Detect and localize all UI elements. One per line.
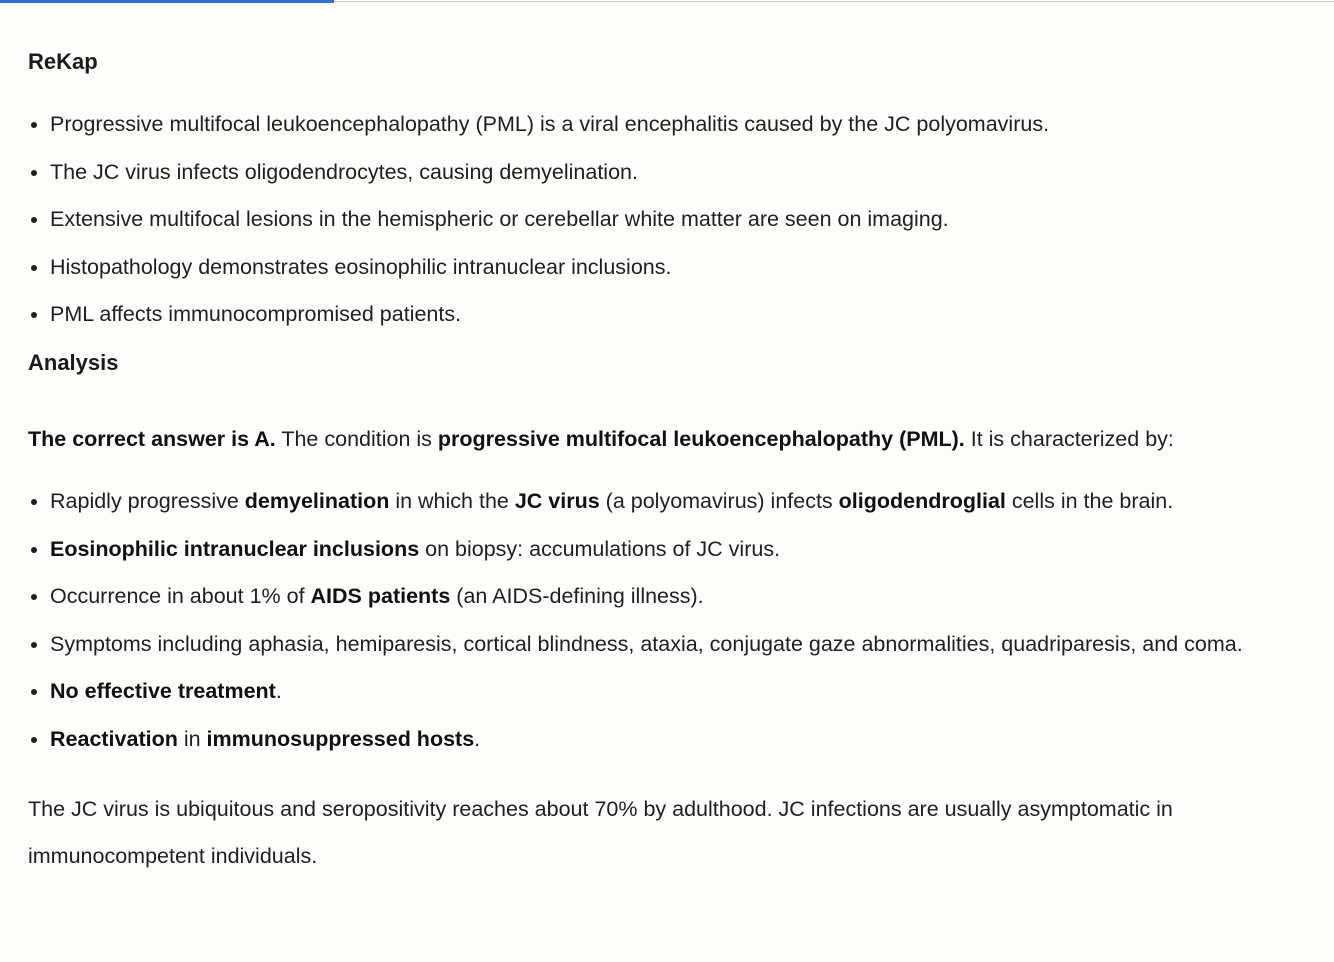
rekap-heading: ReKap: [28, 49, 98, 74]
item-emphasis: immunosuppressed hosts: [206, 726, 475, 751]
rekap-item: Histopathology demonstrates eosinophilic intranuclear inclusions.: [28, 251, 1318, 283]
analysis-heading: Analysis: [28, 350, 119, 375]
item-emphasis: AIDS patients: [310, 584, 451, 608]
analysis-closing: The JC virus is ubiquitous and seropositivity reaches about 70% by adulthood. JC infections are usually asymptomatic in immunocompetent individuals.: [28, 796, 1173, 868]
rekap-item: PML affects immunocompromised patients.: [28, 298, 1318, 330]
item-text: (a polyomavirus) infects: [599, 489, 839, 513]
item-emphasis: No effective treatment: [50, 679, 276, 703]
analysis-item-inclusions: [28, 533, 1318, 565]
analysis-intro: [28, 423, 1318, 455]
rekap-list: [28, 108, 1318, 330]
item-text: (an AIDS-defining illness).: [450, 584, 704, 608]
item-text: on biopsy: accumulations of JC virus.: [419, 536, 781, 561]
analysis-list: [28, 485, 1318, 755]
item-text: .: [275, 679, 282, 703]
item-emphasis: demyelination: [244, 489, 390, 513]
item-text: .: [474, 726, 481, 751]
item-emphasis: JC virus: [514, 489, 600, 513]
item-text: cells in the brain.: [1005, 489, 1174, 513]
analysis-item-reactivation: [28, 723, 1318, 755]
item-text: Rapidly progressive: [50, 489, 245, 513]
analysis-item-symptoms: [28, 628, 1318, 660]
item-emphasis: Eosinophilic intranuclear inclusions: [50, 536, 420, 561]
item-text: Occurrence in about 1% of: [50, 584, 311, 608]
analysis-item-aids: [28, 580, 1318, 612]
analysis-item-demyelination: [28, 485, 1318, 517]
intro-text: The condition is: [275, 427, 438, 451]
item-text: in which the: [389, 489, 515, 513]
analysis-item-treatment: [28, 675, 1318, 707]
rekap-item: The JC virus infects oligodendrocytes, causing demyelination.: [28, 156, 1318, 188]
explanation-content: [28, 0, 1318, 880]
condition-name: progressive multifocal leukoencephalopathy (PML).: [437, 427, 965, 451]
item-emphasis: Reactivation: [50, 726, 178, 751]
rekap-item: Extensive multifocal lesions in the hemispheric or cerebellar white matter are seen on imaging.: [28, 203, 1318, 235]
rekap-item: Progressive multifocal leukoencephalopathy (PML) is a viral encephalitis caused by the JC polyomavirus.: [28, 108, 1318, 140]
item-text: in: [177, 726, 207, 751]
intro-text: It is characterized by:: [964, 427, 1174, 451]
correct-answer-statement: The correct answer is A.: [28, 427, 276, 451]
item-emphasis: oligodendroglial: [838, 489, 1006, 513]
item-text: Symptoms including aphasia, hemiparesis, cortical blindness, ataxia, conjugate gaze abnormalities, quadriparesis, and coma.: [50, 631, 1243, 656]
